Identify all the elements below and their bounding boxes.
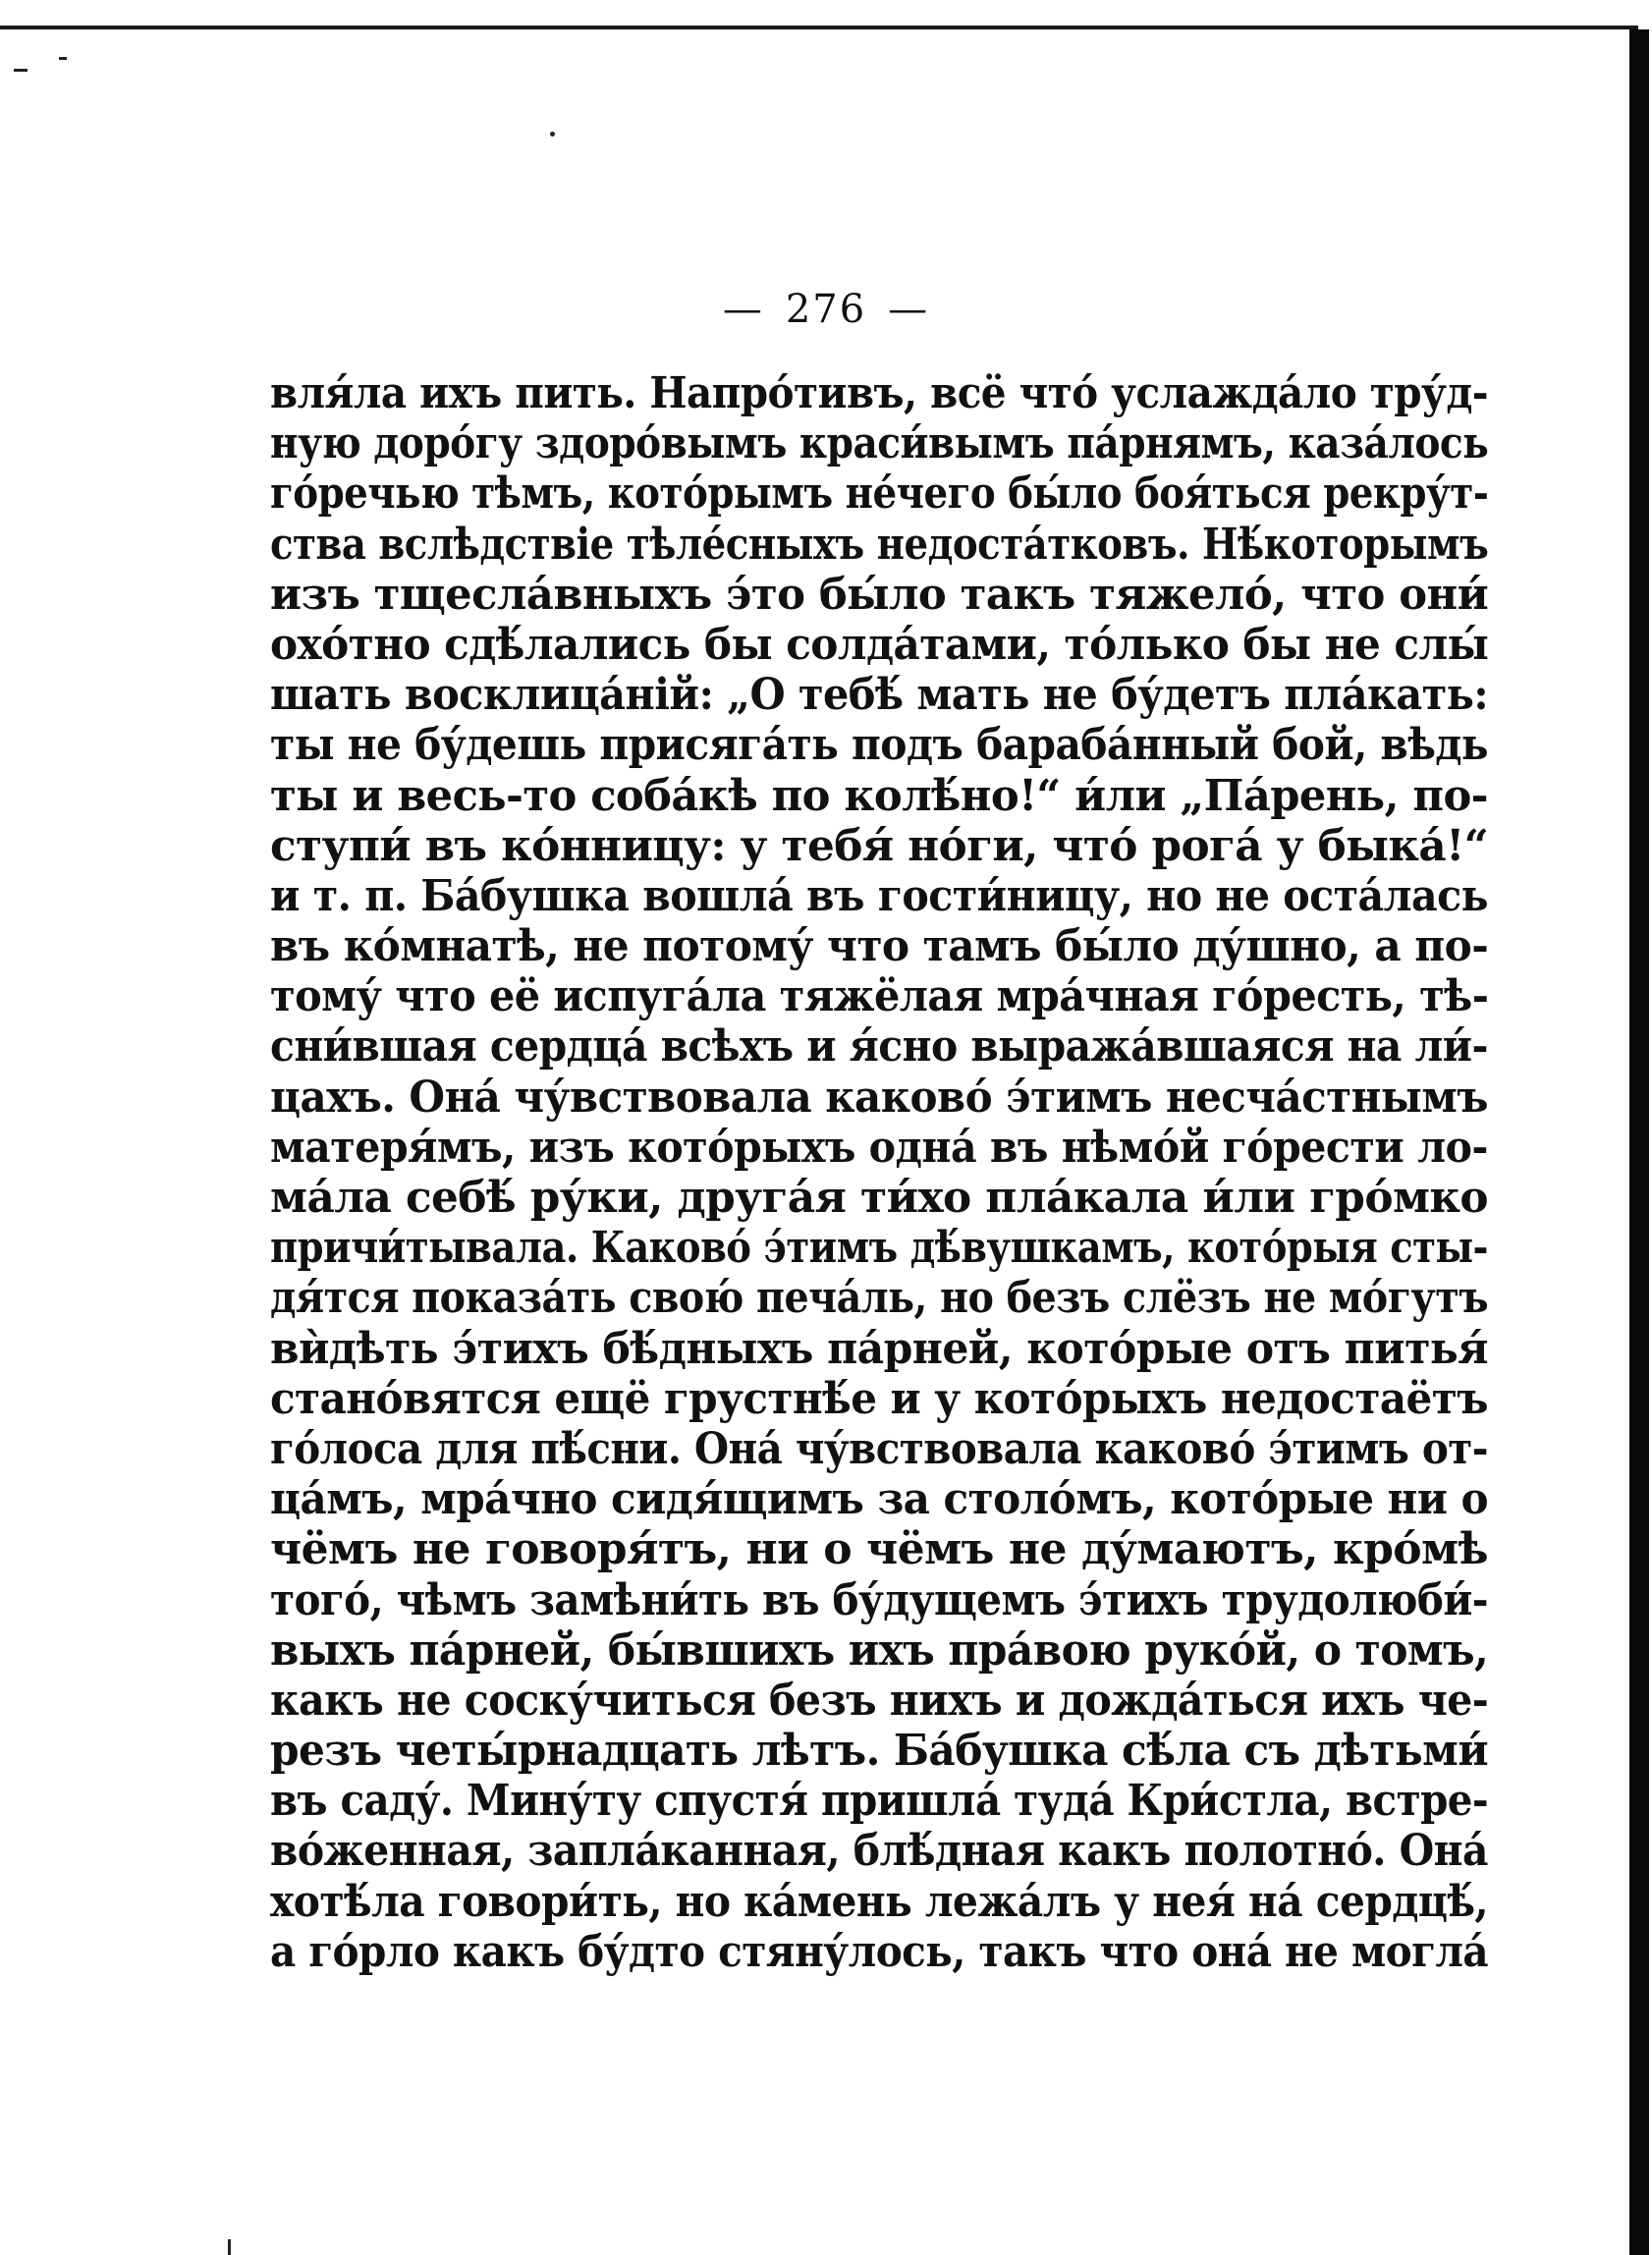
text-line: въ ко́мнатѣ, не потому́ что тамъ бы́ло ду́шно, а по- xyxy=(270,921,1489,972)
text-line: во́женная, запла́канная, блѣ́дная какъ полотно́. Она́ xyxy=(270,1826,1488,1877)
text-line: шать восклица́ній: „О тебѣ́ мать не бу́детъ пла́кать: xyxy=(270,670,1489,721)
text-line: ную доро́гу здоро́вымъ краси́вымъ па́рнямъ, каза́лось xyxy=(270,418,1489,469)
text-line: въ саду́. Мину́ту спустя́ пришла́ туда́ Кри́стла, встре- xyxy=(270,1776,1489,1827)
text-line: ступи́ въ ко́нницу: у тебя́ но́ги, что́ рога́ у быка́!“ xyxy=(270,820,1489,871)
text-line: матеря́мъ, изъ кото́рыхъ одна́ въ нѣмо́й го́рести ло- xyxy=(270,1122,1488,1173)
text-line: ства вслѣдствіе тѣле́сныхъ недоста́тковъ. Нѣ́которымъ xyxy=(270,519,1489,570)
text-line: ца́мъ, мра́чно сидя́щимъ за столо́мъ, кото́рые ни о xyxy=(270,1474,1489,1525)
page-number-dash-left: — xyxy=(722,287,764,332)
text-line: стано́вятся ещё грустнѣ́е и у кото́рыхъ недостаётъ xyxy=(270,1373,1489,1424)
text-line: чёмъ не говоря́тъ, ни о чёмъ не ду́маютъ, кро́мѣ xyxy=(270,1524,1488,1575)
text-line: ты не бу́дешь присяга́ть подъ бараба́нный бой, вѣдь xyxy=(270,720,1489,771)
text-line: вля́ла ихъ пить. Напро́тивъ, всё что́ услажда́ло тру́д- xyxy=(270,368,1489,418)
text-line: тому́ что её испуга́ла тяжёлая мра́чная го́ресть, тѣ- xyxy=(270,971,1489,1022)
text-line: дя́тся показа́ть свою́ печа́ль, но безъ слёзъ не мо́гутъ xyxy=(270,1273,1489,1324)
text-line: а го́рло какъ бу́дто стяну́лось, такъ что она́ не могла́ xyxy=(270,1926,1489,1977)
scan-speck xyxy=(228,2239,231,2255)
text-line: охо́тно сдѣ́лались бы солда́тами, то́лько бы не слы́ xyxy=(270,619,1489,670)
text-line: ма́ла себѣ́ ру́ки, друга́я ти́хо пла́кала и́ли гро́мко xyxy=(270,1173,1489,1223)
text-line: сни́вшая сердца́ всѣхъ и я́сно выража́вшаяся на ли́- xyxy=(270,1021,1488,1072)
body-text xyxy=(270,368,1488,1977)
text-line: вѝдѣть э́тихъ бѣ́дныхъ па́рней, кото́рые отъ питья́ xyxy=(270,1323,1489,1374)
text-line: того́, чѣмъ замѣни́ть въ бу́дущемъ э́тихъ трудолюби́- xyxy=(270,1574,1489,1625)
page-top-edge xyxy=(0,26,1638,29)
text-line: резъ четы́рнадцать лѣтъ. Ба́бушка сѣ́ла съ дѣтьми́ xyxy=(270,1726,1489,1777)
text-line: хотѣ́ла говори́ть, но ка́мень лежа́лъ у нея́ на́ сердцѣ́, xyxy=(270,1876,1489,1927)
text-line: го́лоса для пѣ́сни. Она́ чу́вствовала каково́ э́тимъ от- xyxy=(270,1423,1488,1474)
text-line: ты и весь-то соба́кѣ по колѣ́но!“ и́ли „Па́рень, по- xyxy=(270,770,1489,821)
page-number: 276 xyxy=(785,287,867,332)
text-line: изъ тщесла́вныхъ э́то бы́ло такъ тяжело́, что они́ xyxy=(270,569,1489,620)
scan-speck xyxy=(550,132,555,137)
text-line: и т. п. Ба́бушка вошла́ въ гости́ницу, но не оста́лась xyxy=(270,870,1488,921)
text-line: выхъ па́рней, бы́вшихъ ихъ пра́вою руко́й, о томъ, xyxy=(270,1624,1489,1676)
page-number-header xyxy=(0,287,1652,332)
text-line: причи́тывала. Каково́ э́тимъ дѣ́вушкамъ, кото́рыя сты- xyxy=(270,1223,1489,1274)
scan-speck xyxy=(14,69,28,72)
page-number-dash-right: — xyxy=(888,287,930,332)
scan-speck xyxy=(59,57,67,60)
text-line: цахъ. Она́ чу́вствовала каково́ э́тимъ несча́стнымъ xyxy=(270,1072,1488,1123)
text-line: го́речью тѣмъ, кото́рымъ не́чего бы́ло боя́ться рекру́т- xyxy=(270,468,1489,520)
text-line: какъ не соску́читься безъ нихъ и дожда́ться ихъ че- xyxy=(270,1675,1489,1726)
page-right-border xyxy=(1629,29,1649,2255)
